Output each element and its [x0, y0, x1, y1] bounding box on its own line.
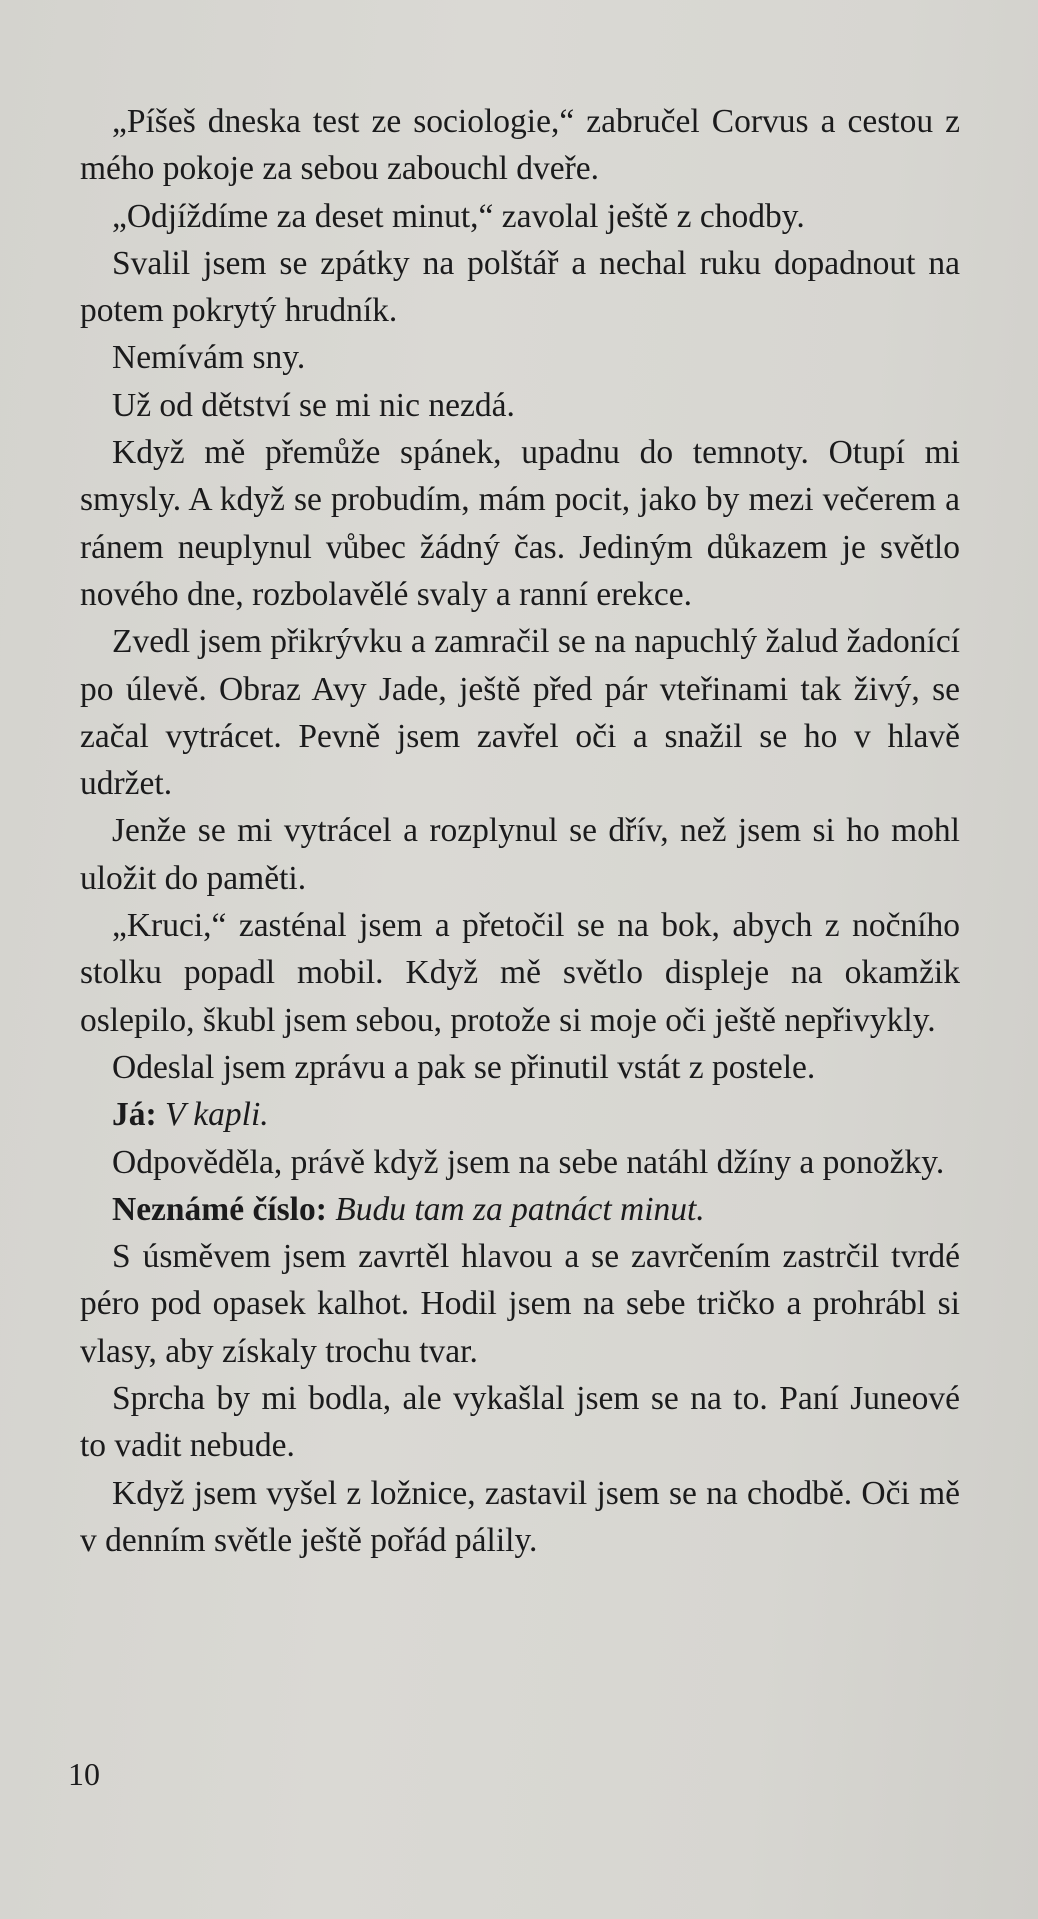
paragraph: Nemívám sny. [112, 339, 306, 377]
paragraph: Když jsem vyšel z ložnice, zastavil jsem se na chodbě. Oči mě v denním světle ještě pořád pálily. [80, 1474, 960, 1559]
paragraph: Když mě přemůže spánek, upadnu do temnoty. Otupí mi smysly. A když se probudím, mám pocit, jako by mezi večerem a ránem neuplynul vůbec žádný čas. Jediným důkazem je světlo nového dne, rozbolavělé svaly a ranní erekce. [80, 434, 960, 613]
page-number: 10 [68, 1756, 100, 1792]
paragraph: „Odjíždíme za deset minut,“ zavolal ještě z chodby. [112, 197, 805, 235]
paragraph: S úsměvem jsem zavrtěl hlavou a se zavrčením zastrčil tvrdé péro pod opasek kalhot. Hodil jsem na sebe tričko a prohrábl si vlasy, aby získaly trochu tvar. [80, 1238, 960, 1370]
paragraph: Jenže se mi vytrácel a rozplynul se dřív, než jsem si ho mohl uložit do paměti. [80, 812, 960, 897]
paragraph: Už od dětství se mi nic nezdá. [112, 386, 515, 424]
paragraph: Odeslal jsem zprávu a pak se přinutil vstát z postele. [112, 1048, 816, 1086]
body-text [80, 98, 960, 1564]
message-text: Budu tam za patnáct minut. [335, 1190, 705, 1228]
message-text: V kapli. [165, 1096, 269, 1134]
text-message-line [80, 1186, 960, 1233]
paragraph: Odpověděla, právě když jsem na sebe natáhl džíny a ponožky. [112, 1143, 945, 1181]
message-speaker: Neznámé číslo: [112, 1190, 327, 1228]
paragraph: Zvedl jsem přikrývku a zamračil se na napuchlý žalud žadonící po úlevě. Obraz Avy Jade, ještě před pár vteřinami tak živý, se začal vytrácet. Pevně jsem zavřel oči a snažil se ho v hlavě udržet. [80, 623, 960, 803]
paragraph: Sprcha by mi bodla, ale vykašlal jsem se na to. Paní Juneové to vadit nebude. [80, 1380, 960, 1465]
text-message-line [80, 1091, 960, 1138]
message-speaker: Já: [112, 1096, 157, 1134]
paragraph: „Kruci,“ zasténal jsem a přetočil se na bok, abych z nočního stolku popadl mobil. Když mě světlo displeje na okamžik oslepilo, škubl jsem sebou, protože si moje oči ještě nepřivykly. [80, 907, 960, 1039]
paragraph: Svalil jsem se zpátky na polštář a nechal ruku dopadnout na potem pokrytý hrudník. [80, 244, 960, 330]
paragraph: „Píšeš dneska test ze sociologie,“ zabručel Corvus a cestou z mého pokoje za sebou zabouchl dveře. [80, 103, 960, 188]
